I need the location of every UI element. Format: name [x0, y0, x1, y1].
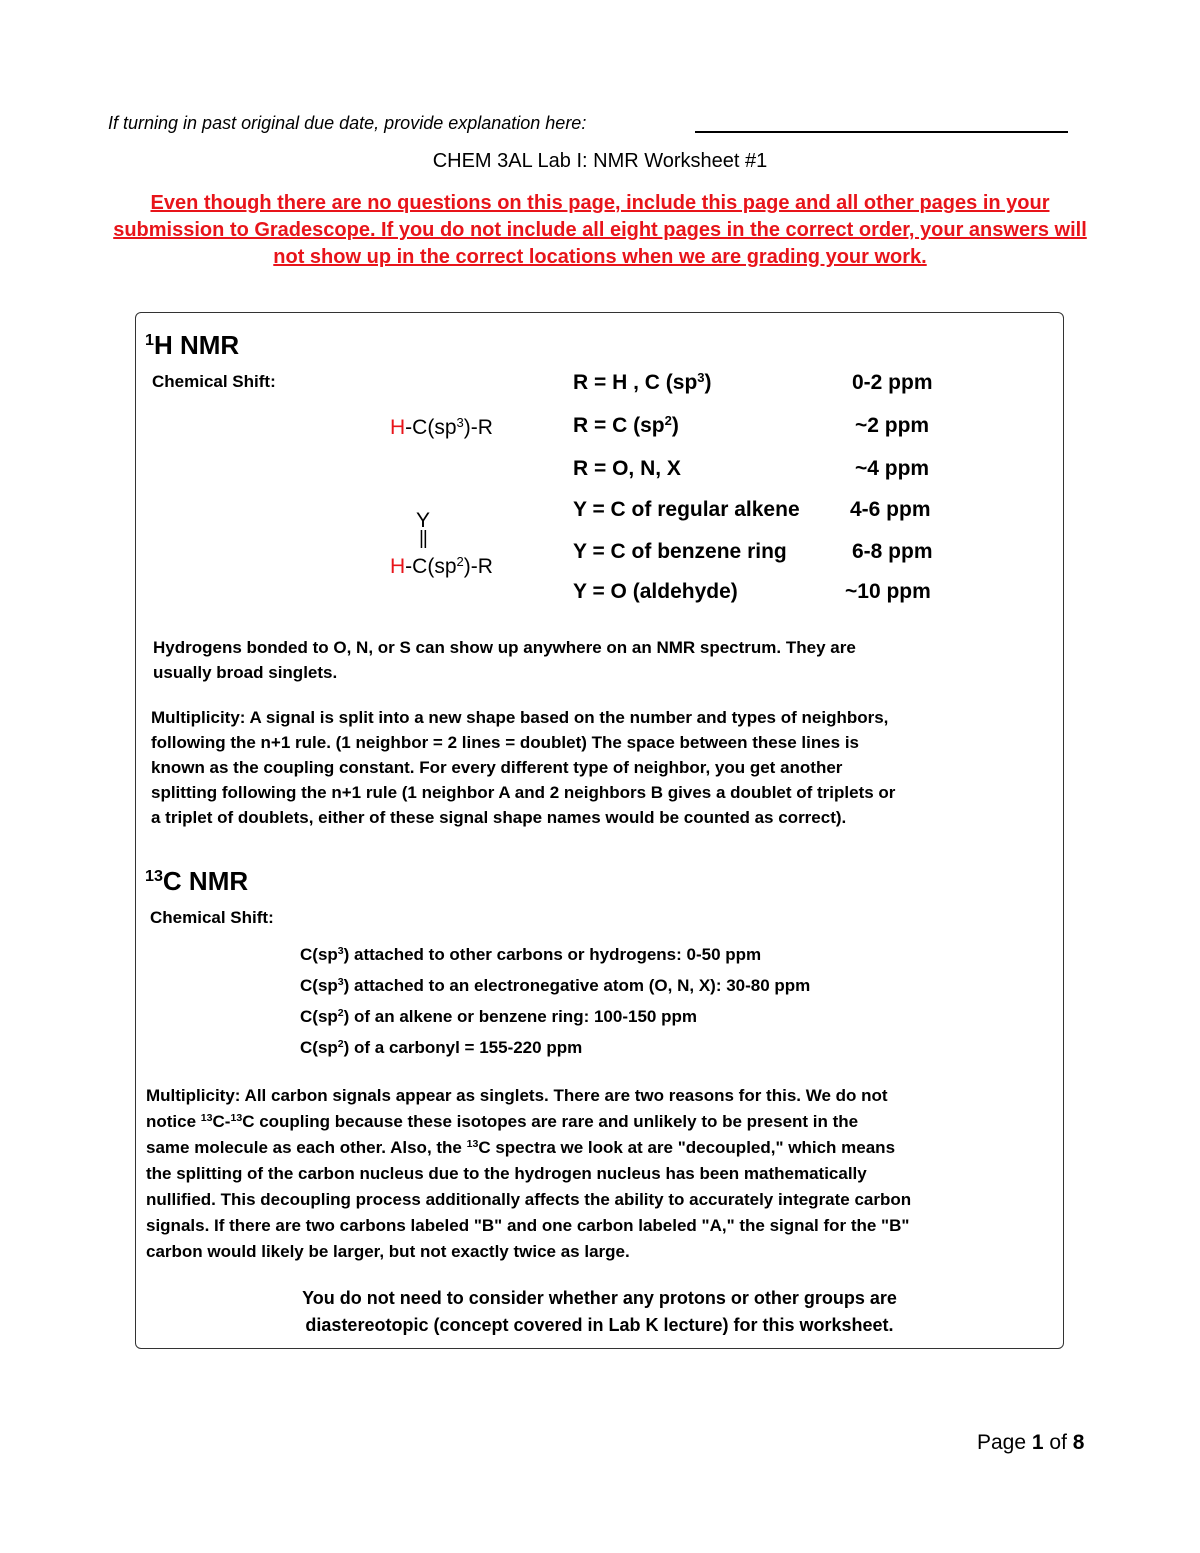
shift-group: R = C $(sp^2)$	[573, 412, 679, 437]
multiplicity-label: Multiplicity:	[151, 708, 246, 727]
sp2-structure: $H-C(sp^2)-R$	[390, 553, 493, 578]
page-number: Page 1 of 8	[977, 1431, 1085, 1454]
diastereotopic-note: You do not need to consider whether any protons or other groups are diastereotopic (concept covered in Lab K lecture) for this worksheet.	[302, 1288, 897, 1335]
shift-group: R = O, N, X	[573, 457, 681, 480]
c-multiplicity-paragraph: Multiplicity: All carbon signals appear as singlets. There are two reasons for this. We do not notice $^{13}$C-$^{13}$C coupling because these isotopes are rare and unlikely to be present in the same molecule as each other. Also, the $^{13}$C spectra we look at are "decoupled," which means the splitting of the carbon nucleus due to the hydrogen nucleus has been mathematically nullified. This decoupling process additionally affects the ability to accurately integrate carbon signals. If there are two carbons labeled "B" and one carbon labeled "A," the signal for the "B" carbon would likely be larger, but not exactly twice as large.	[146, 1086, 912, 1261]
shift-group: Y = O (aldehyde)	[573, 580, 738, 603]
c-shift-row: $C(sp^2)$ of an alkene or benzene ring: 100-150 ppm	[300, 1007, 697, 1026]
shift-group: Y = C of regular alkene	[573, 498, 800, 521]
sp3-structure: $H-C(sp^3)-R$	[390, 414, 493, 439]
submission-warning: Even though there are no questions on this page, include this page and all other pages in your submission to Gradescope. If you do not include all eight pages in the correct order, your answers will not show up in the correct locations when we are grading your work.	[113, 192, 1087, 268]
h-chem-shift-label: Chemical Shift:	[152, 372, 276, 391]
c-nmr-heading: $^{13}$C NMR	[145, 866, 249, 896]
shift-ppm: 0-2 ppm	[852, 371, 933, 394]
c-chem-shift-label: Chemical Shift:	[150, 908, 274, 927]
shift-ppm: 6-8 ppm	[852, 540, 933, 563]
hetero-note: Hydrogens bonded to O, N, or S can show up anywhere on an NMR spectrum. They are usually broad singlets.	[153, 638, 856, 682]
c-shift-row: $C(sp^3)$ attached to other carbons or hydrogens: 0-50 ppm	[300, 945, 762, 964]
shift-ppm: ~10 ppm	[845, 580, 931, 603]
late-explanation-prompt: If turning in past original due date, provide explanation here:	[108, 113, 1068, 134]
sp2-structure-y: Y	[416, 509, 431, 532]
h-nmr-heading: $^1$H NMR	[145, 330, 240, 360]
h-multiplicity-paragraph: Multiplicity: A signal is split into a new shape based on the number and types of neighbors, following the n+1 rule. (1 neighbor = 2 lines = doublet) The space between these lines is known as the coupling constant. For every different type of neighbor, you get another splitting following the n+1 rule (1 neighbor A and 2 neighbors B gives a doublet of triplets or a triplet of doublets, either of these signal shape names would be counted as correct).	[151, 708, 896, 827]
c-shift-row: $C(sp^3)$ attached to an electronegative atom (O, N, X): 30-80 ppm	[300, 976, 811, 995]
double-bond: ||	[419, 528, 427, 549]
shift-group: Y = C of benzene ring	[573, 540, 787, 563]
multiplicity-label: Multiplicity:	[146, 1086, 241, 1105]
page-title: CHEM 3AL Lab I: NMR Worksheet #1	[432, 150, 768, 172]
shift-ppm: ~2 ppm	[855, 414, 930, 437]
shift-ppm: ~4 ppm	[855, 457, 930, 480]
shift-group: R = H , C $(sp^3)$	[573, 369, 712, 394]
c-shift-row: $C(sp^2)$ of a carbonyl = 155-220 ppm	[300, 1038, 583, 1057]
explanation-blank-line[interactable]	[695, 131, 1068, 133]
shift-ppm: 4-6 ppm	[850, 498, 931, 521]
